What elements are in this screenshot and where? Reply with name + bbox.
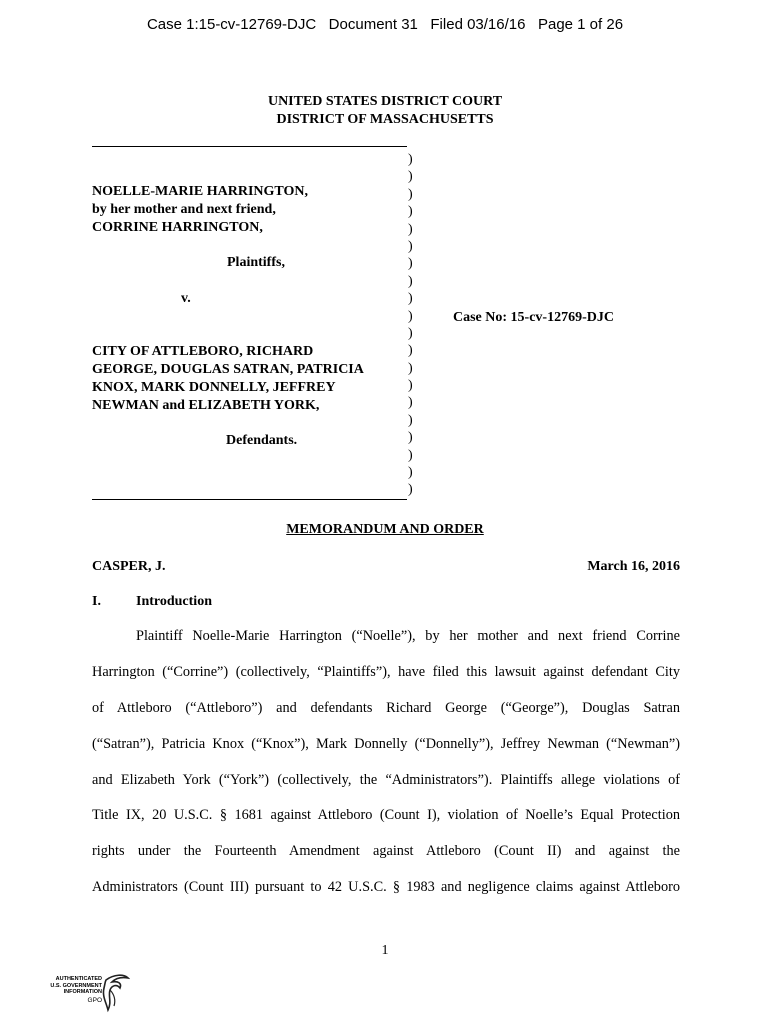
body-line: Harrington (“Corrine”) (collectively, “Plaintiffs”), have filed this lawsuit against defendant City	[92, 663, 680, 680]
defendant-line: GEORGE, DOUGLAS SATRAN, PATRICIA	[92, 362, 364, 377]
caption-paren: )	[408, 465, 413, 481]
gpo-mark: GPO	[87, 997, 102, 1004]
caption-paren: )	[408, 378, 413, 394]
versus: v.	[181, 291, 191, 306]
caption-paren: )	[408, 412, 413, 428]
caption-paren: )	[408, 360, 413, 376]
defendant-line: CITY OF ATTLEBORO, RICHARD	[92, 344, 314, 359]
caption-paren: )	[408, 447, 413, 463]
body-line: Title IX, 20 U.S.C. § 1681 against Attleboro (Count I), violation of Noelle’s Equal Protection	[92, 807, 680, 824]
document-title	[0, 522, 770, 538]
document-title-text: MEMORANDUM AND ORDER	[286, 522, 484, 537]
eagle-icon	[100, 972, 130, 1014]
court-name: UNITED STATES DISTRICT COURT	[267, 94, 503, 109]
defendants-label: Defendants.	[226, 433, 298, 448]
plaintiff-line: CORRINE HARRINGTON,	[92, 220, 263, 235]
caption-paren: )	[408, 308, 413, 324]
caption-paren: )	[408, 152, 413, 167]
gpo-seal-line: AUTHENTICATED	[55, 976, 102, 982]
caption-paren: )	[408, 204, 413, 220]
body-line: and Elizabeth York (“York”) (collectively, the “Administrators”). Plaintiffs allege violations of	[92, 771, 680, 788]
caption-paren-column	[408, 151, 420, 499]
section-number: I.	[92, 594, 101, 609]
defendant-line: NEWMAN and ELIZABETH YORK,	[92, 398, 320, 413]
section-heading: Introduction	[136, 594, 212, 609]
caption-paren: )	[408, 482, 413, 498]
body-paragraph	[92, 619, 680, 906]
caption-paren: )	[408, 221, 413, 237]
body-line: Administrators (Count III) pursuant to 42 U.S.C. § 1983 and negligence claims against Attleboro	[92, 879, 680, 896]
gpo-seal-line: INFORMATION	[63, 989, 102, 995]
caption-paren: )	[408, 169, 413, 185]
plaintiff-line: by her mother and next friend,	[92, 202, 276, 217]
caption-paren: )	[408, 186, 413, 202]
plaintiff-line: NOELLE-MARIE HARRINGTON,	[92, 184, 308, 199]
gpo-authentication-seal	[42, 970, 132, 1015]
defendants-block	[92, 343, 364, 415]
caption-top-rule	[92, 146, 407, 147]
court-district: DISTRICT OF MASSACHUSETTS	[276, 112, 494, 127]
defendant-line: KNOX, MARK DONNELLY, JEFFREY	[92, 380, 336, 395]
order-date: March 16, 2016	[587, 559, 680, 574]
judge-name: CASPER, J.	[92, 559, 166, 574]
body-line: rights under the Fourteenth Amendment against Attleboro (Count II) and against the	[92, 843, 680, 860]
caption-paren: )	[408, 256, 413, 272]
gpo-seal-line: U.S. GOVERNMENT	[50, 982, 102, 989]
caption-paren: )	[408, 238, 413, 254]
caption-bottom-rule	[92, 499, 407, 500]
caption-paren: )	[408, 325, 413, 341]
gpo-seal-text	[42, 976, 102, 996]
body-line: of Attleboro (“Attleboro”) and defendants Richard George (“George”), Douglas Satran	[92, 699, 680, 716]
caption-paren: )	[408, 395, 413, 411]
caption-paren: )	[408, 430, 413, 446]
plaintiffs-label: Plaintiffs,	[227, 255, 285, 270]
body-line: Plaintiff Noelle-Marie Harrington (“Noelle”), by her mother and next friend Corrine	[136, 628, 680, 644]
caption-paren: )	[408, 343, 413, 359]
page-number: 1	[381, 943, 389, 958]
caption-paren: )	[408, 291, 413, 307]
plaintiffs-block	[92, 183, 308, 237]
caption-paren: )	[408, 273, 413, 289]
case-number: Case No: 15-cv-12769-DJC	[453, 310, 614, 325]
body-line: (“Satran”), Patricia Knox (“Knox”), Mark Donnelly (“Donnelly”), Jeffrey Newman (“Newman”)	[92, 735, 680, 752]
case-header: Case 1:15-cv-12769-DJC Document 31 Filed 03/16/16 Page 1 of 26	[146, 16, 624, 33]
